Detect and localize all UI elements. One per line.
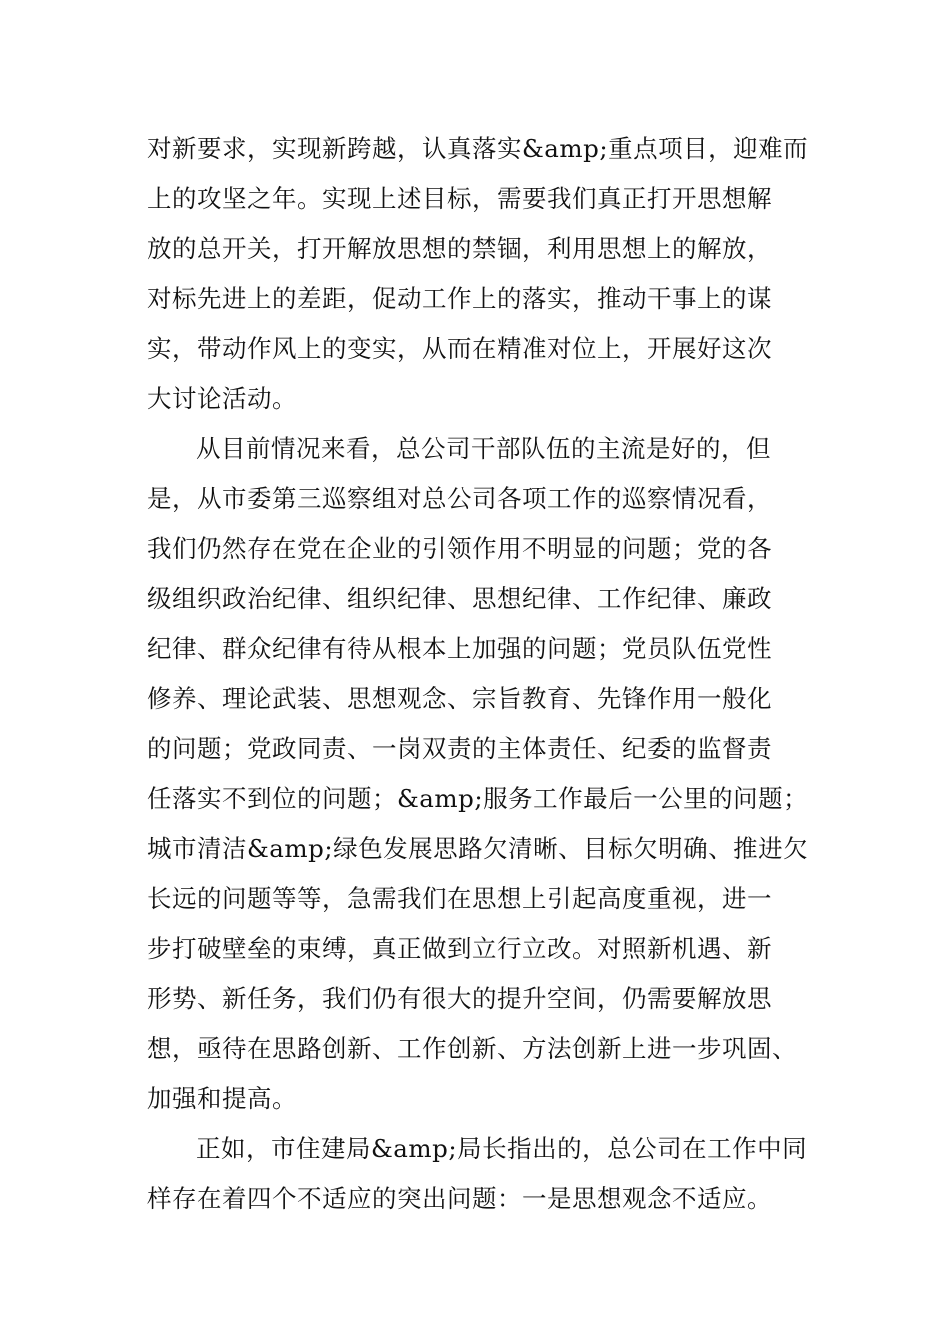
paragraph-first-line: 从目前情况来看，总公司干部队伍的主流是好的，但: [196, 434, 771, 463]
text-line: 修养、理论武装、思想观念、宗旨教育、先锋作用一般化: [147, 684, 772, 713]
text-line: 大讨论活动。: [147, 384, 297, 413]
text-line: 是，从市委第三巡察组对总公司各项工作的巡察情况看，: [147, 484, 772, 513]
body-text: [147, 124, 807, 1224]
text-line: 对新要求，实现新跨越，认真落实&amp;重点项目，迎难而: [147, 134, 809, 163]
text-line: 样存在着四个不适应的突出问题：一是思想观念不适应。: [147, 1184, 772, 1213]
text-line: 实，带动作风上的变实，从而在精准对位上，开展好这次: [147, 334, 772, 363]
text-line: 形势、新任务，我们仍有很大的提升空间，仍需要解放思: [147, 984, 772, 1013]
text-line: 想，亟待在思路创新、工作创新、方法创新上进一步巩固、: [147, 1034, 797, 1063]
text-line: 的问题；党政同责、一岗双责的主体责任、纪委的监督责: [147, 734, 772, 763]
text-line: 步打破壁垒的束缚，真正做到立行立改。对照新机遇、新: [147, 934, 772, 963]
text-line: 级组织政治纪律、组织纪律、思想纪律、工作纪律、廉政: [147, 584, 772, 613]
text-line: 我们仍然存在党在企业的引领作用不明显的问题；党的各: [147, 534, 772, 563]
text-line: 加强和提高。: [147, 1084, 297, 1113]
text-line: 上的攻坚之年。实现上述目标，需要我们真正打开思想解: [147, 184, 772, 213]
text-line: 放的总开关，打开解放思想的禁锢，利用思想上的解放，: [147, 234, 772, 263]
text-line: 纪律、群众纪律有待从根本上加强的问题；党员队伍党性: [147, 634, 772, 663]
text-line: 城市清洁&amp;绿色发展思路欠清晰、目标欠明确、推进欠: [147, 834, 809, 863]
paragraph-first-line: 正如，市住建局&amp;局长指出的，总公司在工作中同: [196, 1134, 808, 1163]
text-line: 任落实不到位的问题；&amp;服务工作最后一公里的问题；: [147, 784, 809, 813]
text-line: 对标先进上的差距，促动工作上的落实，推动干事上的谋: [147, 284, 772, 313]
text-line: 长远的问题等等，急需我们在思想上引起高度重视，进一: [147, 884, 772, 913]
